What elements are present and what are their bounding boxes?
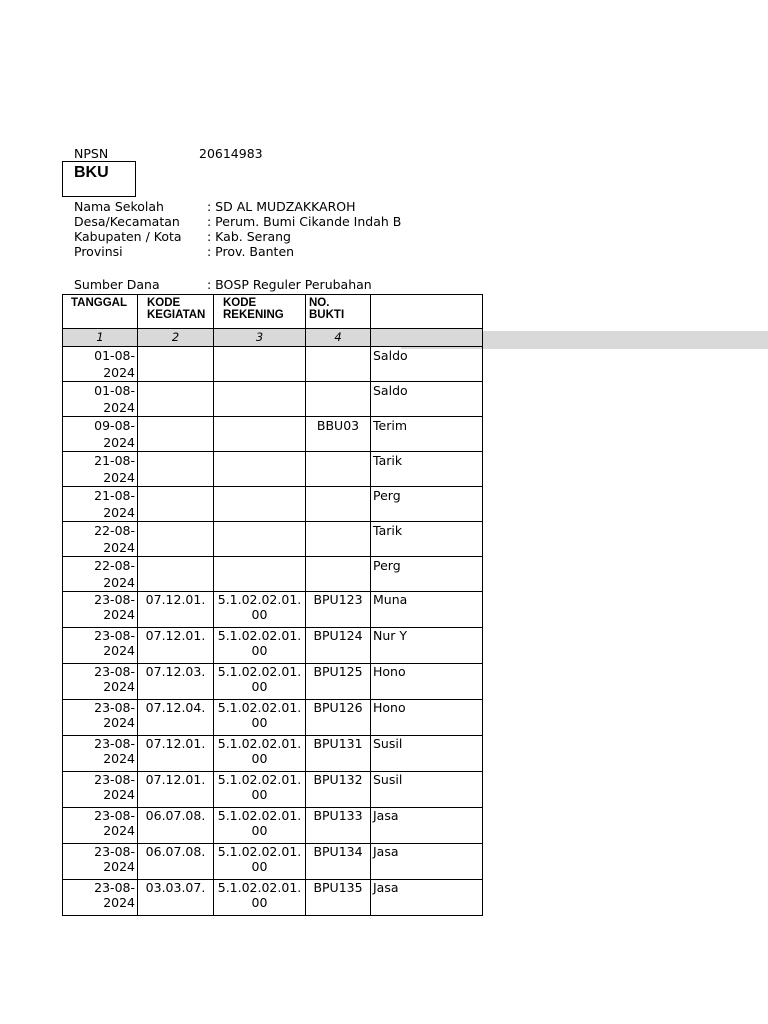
cell-kode-rekening [214, 700, 306, 736]
cell-kode-kegiatan: 07.12.03. [138, 664, 214, 700]
province-value: : Prov. Banten [207, 244, 295, 259]
cell-tanggal: 01-08-2024 [63, 382, 138, 417]
cell-tanggal: 09-08-2024 [63, 417, 138, 452]
cell-kode-kegiatan: 07.12.01. [138, 592, 214, 628]
cell-no-bukti: BPU131 [306, 736, 371, 772]
cell-uraian: Jasa [371, 808, 483, 844]
school-name-label: Nama Sekolah [74, 199, 164, 214]
cell-uraian: Saldo [371, 347, 483, 382]
cell-kode-rekening [214, 382, 306, 417]
table-row [63, 736, 483, 772]
cell-kode-kegiatan [138, 522, 214, 557]
rekening-text: 5.1.02.02.01.00 [217, 736, 302, 766]
header-kode-kegiatan: KODE KEGIATAN [138, 295, 214, 329]
fund-source-label: Sumber Dana [74, 277, 160, 292]
cell-kode-rekening [214, 664, 306, 700]
cell-no-bukti [306, 557, 371, 592]
province-label: Provinsi [74, 244, 123, 259]
table-row [63, 808, 483, 844]
cell-kode-kegiatan: 07.12.01. [138, 772, 214, 808]
village-label: Desa/Kecamatan [74, 214, 180, 229]
regency-label: Kabupaten / Kota [74, 229, 182, 244]
cell-tanggal: 23-08-2024 [63, 736, 138, 772]
cell-no-bukti: BPU126 [306, 700, 371, 736]
bku-table [62, 294, 483, 916]
cell-kode-rekening [214, 592, 306, 628]
table-header-row [63, 295, 483, 329]
cell-kode-rekening [214, 880, 306, 916]
cell-no-bukti [306, 382, 371, 417]
cell-kode-rekening [214, 347, 306, 382]
cell-uraian: Terim [371, 417, 483, 452]
cell-kode-rekening [214, 844, 306, 880]
cell-no-bukti: BPU133 [306, 808, 371, 844]
cell-kode-rekening [214, 628, 306, 664]
header-kode-rekening: KODE REKENING [214, 295, 306, 329]
cell-tanggal: 21-08-2024 [63, 452, 138, 487]
cell-tanggal: 23-08-2024 [63, 628, 138, 664]
cell-uraian: Hono [371, 664, 483, 700]
cell-uraian: Nur Y [371, 628, 483, 664]
cell-uraian: Tarik [371, 452, 483, 487]
cell-kode-rekening [214, 522, 306, 557]
cell-kode-kegiatan [138, 487, 214, 522]
cell-no-bukti [306, 347, 371, 382]
table-row [63, 347, 483, 382]
cell-tanggal: 23-08-2024 [63, 700, 138, 736]
bku-title-box [62, 161, 136, 197]
cell-tanggal: 23-08-2024 [63, 808, 138, 844]
table-row [63, 522, 483, 557]
village-value: : Perum. Bumi Cikande Indah B [207, 214, 402, 229]
header-uraian [371, 295, 483, 329]
cell-no-bukti [306, 522, 371, 557]
cell-tanggal: 01-08-2024 [63, 347, 138, 382]
cell-kode-rekening [214, 417, 306, 452]
rekening-text: 5.1.02.02.01.00 [217, 844, 302, 874]
cell-tanggal: 22-08-2024 [63, 522, 138, 557]
rekening-text: 5.1.02.02.01.00 [217, 808, 302, 838]
table-row [63, 844, 483, 880]
cell-no-bukti [306, 487, 371, 522]
cell-kode-rekening [214, 487, 306, 522]
cell-tanggal: 23-08-2024 [63, 844, 138, 880]
cell-kode-kegiatan: 03.03.07. [138, 880, 214, 916]
table-row [63, 557, 483, 592]
cell-uraian: Hono [371, 700, 483, 736]
cell-no-bukti: BPU134 [306, 844, 371, 880]
cell-uraian: Jasa [371, 844, 483, 880]
cell-tanggal: 22-08-2024 [63, 557, 138, 592]
cell-kode-kegiatan: 06.07.08. [138, 808, 214, 844]
header-no-bukti: NO. BUKTI [306, 295, 371, 329]
column-number [371, 329, 483, 347]
cell-no-bukti: BPU123 [306, 592, 371, 628]
cell-no-bukti [306, 452, 371, 487]
cell-kode-kegiatan [138, 557, 214, 592]
table-row [63, 772, 483, 808]
cell-tanggal: 21-08-2024 [63, 487, 138, 522]
column-number-row [63, 329, 483, 347]
cell-kode-rekening [214, 736, 306, 772]
regency-value: : Kab. Serang [207, 229, 291, 244]
cell-tanggal: 23-08-2024 [63, 880, 138, 916]
table-row [63, 628, 483, 664]
column-number: 4 [306, 329, 371, 347]
cell-kode-kegiatan [138, 417, 214, 452]
table-row [63, 382, 483, 417]
cell-kode-rekening [214, 452, 306, 487]
header-tanggal: TANGGAL [63, 295, 138, 329]
cell-kode-kegiatan [138, 347, 214, 382]
rekening-text: 5.1.02.02.01.00 [217, 880, 302, 910]
table-row [63, 487, 483, 522]
cell-kode-rekening [214, 772, 306, 808]
column-number: 2 [138, 329, 214, 347]
rekening-text: 5.1.02.02.01.00 [217, 664, 302, 694]
cell-uraian: Saldo [371, 382, 483, 417]
rekening-text: 5.1.02.02.01.00 [217, 592, 302, 622]
fund-source-value: : BOSP Reguler Perubahan [207, 277, 372, 292]
cell-kode-kegiatan: 07.12.01. [138, 628, 214, 664]
table-row [63, 452, 483, 487]
cell-uraian: Susil [371, 736, 483, 772]
cell-uraian: Muna [371, 592, 483, 628]
cell-kode-kegiatan [138, 382, 214, 417]
cell-uraian: Perg [371, 487, 483, 522]
rekening-text: 5.1.02.02.01.00 [217, 772, 302, 802]
cell-no-bukti: BPU135 [306, 880, 371, 916]
npsn-value: 20614983 [199, 146, 263, 161]
table-row [63, 880, 483, 916]
cell-no-bukti: BPU124 [306, 628, 371, 664]
cell-uraian: Perg [371, 557, 483, 592]
rekening-text: 5.1.02.02.01.00 [217, 628, 302, 658]
cell-kode-rekening [214, 557, 306, 592]
cell-uraian: Susil [371, 772, 483, 808]
cell-uraian: Tarik [371, 522, 483, 557]
school-name-value: : SD AL MUDZAKKAROH [207, 199, 356, 214]
table-row [63, 664, 483, 700]
cell-kode-rekening [214, 808, 306, 844]
cell-kode-kegiatan: 07.12.01. [138, 736, 214, 772]
cell-kode-kegiatan: 06.07.08. [138, 844, 214, 880]
rekening-text: 5.1.02.02.01.00 [217, 700, 302, 730]
table-row [63, 592, 483, 628]
cell-tanggal: 23-08-2024 [63, 664, 138, 700]
cell-no-bukti: BPU132 [306, 772, 371, 808]
cell-no-bukti: BBU03 [306, 417, 371, 452]
document-title: BKU [74, 164, 109, 181]
cell-kode-kegiatan [138, 452, 214, 487]
npsn-label: NPSN [74, 146, 109, 161]
cell-no-bukti: BPU125 [306, 664, 371, 700]
cell-uraian: Jasa [371, 880, 483, 916]
table-row [63, 417, 483, 452]
table-row [63, 700, 483, 736]
cell-tanggal: 23-08-2024 [63, 592, 138, 628]
column-number: 3 [214, 329, 306, 347]
cell-tanggal: 23-08-2024 [63, 772, 138, 808]
cell-kode-kegiatan: 07.12.04. [138, 700, 214, 736]
column-number: 1 [63, 329, 138, 347]
